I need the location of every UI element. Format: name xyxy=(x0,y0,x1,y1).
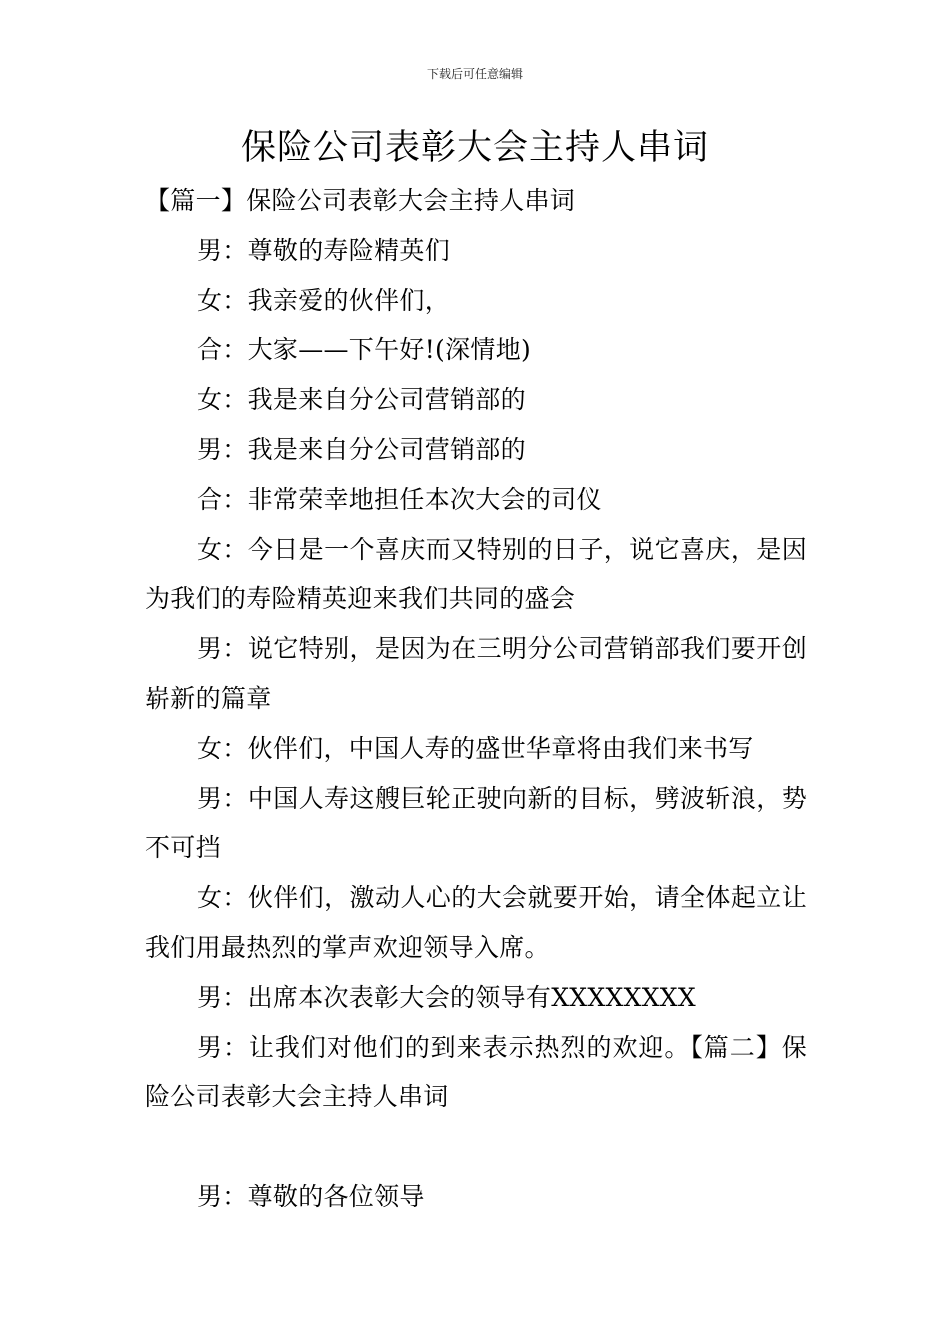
section-heading: 【篇一】保险公司表彰大会主持人串词 xyxy=(145,186,576,215)
document-body xyxy=(145,176,807,1222)
paragraph: 男：让我们对他们的到来表示热烈的欢迎。【篇二】保险公司表彰大会主持人串词 xyxy=(145,1032,807,1112)
paragraph: 女：我是来自分公司营销部的 xyxy=(197,385,526,415)
paragraph: 女：我亲爱的伙伴们， xyxy=(197,285,451,315)
blank-line xyxy=(145,1122,807,1172)
paragraph: 合：非常荣幸地担任本次大会的司仪 xyxy=(197,484,602,514)
paragraph: 男：尊敬的寿险精英们 xyxy=(197,235,451,265)
paragraph: 合：大家——下午好!(深情地) xyxy=(197,335,532,365)
paragraph: 女：伙伴们，激动人心的大会就要开始，请全体起立让我们用最热烈的掌声欢迎领导入席。 xyxy=(145,883,807,962)
document-title: 保险公司表彰大会主持人串词 xyxy=(240,128,709,168)
header-note: 下载后可任意编辑 xyxy=(426,67,523,81)
paragraph: 男：尊敬的各位领导 xyxy=(197,1181,425,1211)
paragraph: 女：今日是一个喜庆而又特别的日子，说它喜庆，是因为我们的寿险精英迎来我们共同的盛会 xyxy=(145,534,807,614)
paragraph: 男：我是来自分公司营销部的 xyxy=(197,434,526,464)
paragraph: 女：伙伴们，中国人寿的盛世华章将由我们来书写 xyxy=(197,733,754,763)
paragraph: 男：说它特别，是因为在三明分公司营销部我们要开创崭新的篇章 xyxy=(145,634,807,713)
paragraph: 男：出席本次表彰大会的领导有XXXXXXXX xyxy=(197,982,696,1012)
paragraph: 男：中国人寿这艘巨轮正驶向新的目标，劈波斩浪，势不可挡 xyxy=(145,783,807,863)
